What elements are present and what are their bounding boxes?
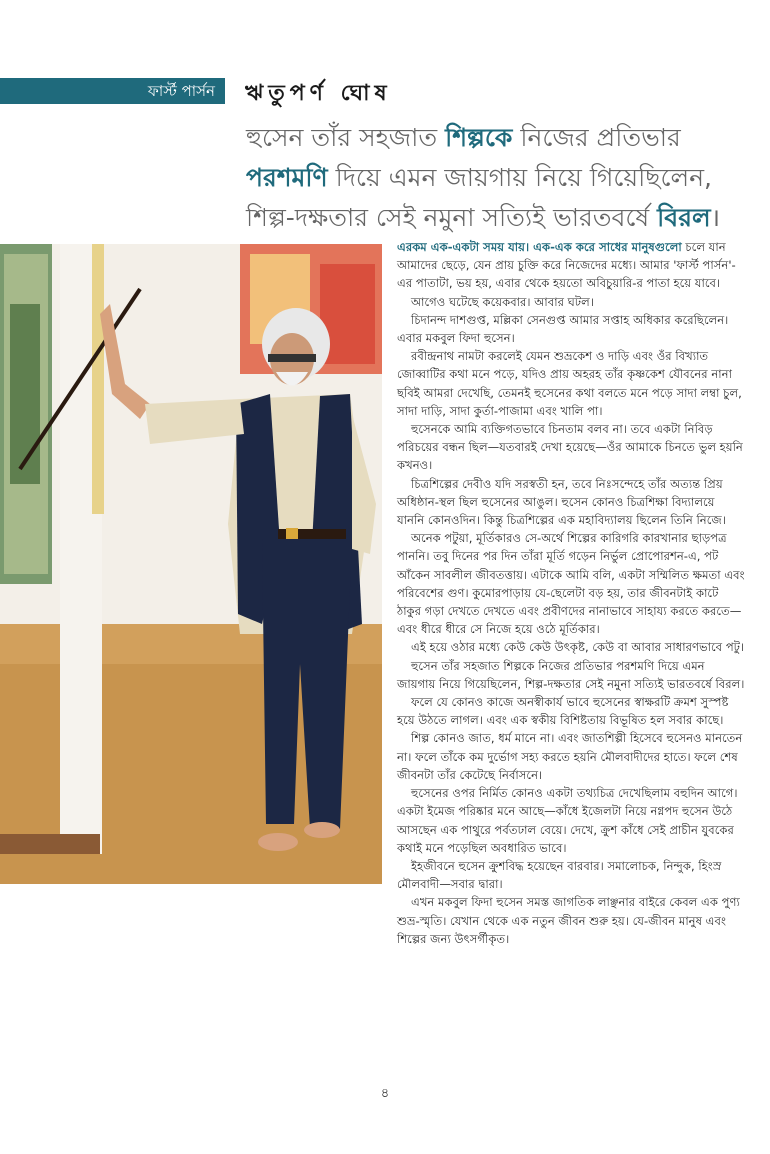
article-paragraph: রবীন্দ্রনাথ নামটা করলেই যেমন শুভ্রকেশ ও দাড়ি এবং ওঁর বিখ্যাত জোব্বাটির কথা মনে পড়ে, যদিও প্রায় অহরহ তাঁর কৃষ্ণকেশ যৌবনের নানা ছবিই আমরা দেখেছি, তেমনই হুসেনের কথা বলতে মনে পড়ে সাদা লম্বা চুল, সাদা দাড়ি, সাদা কুর্তা-পাজামা এবং খালি পা। [397, 349, 742, 418]
pullquote-text: নিজের প্রতিভার [512, 123, 681, 152]
article-paragraph: শিল্প কোনও জাত, ধর্ম মানে না। এবং জাতশিল্পী হিসেবে হুসেনও মানতেন না। ফলে তাঁকে কম দুর্ভোগ সহ্য করতে হয়নি মৌলবাদীদের হাতে। ফলে শেষ জীবনটা তাঁর কেটেছে নির্বাসনে। [397, 731, 743, 782]
author-name: ঋতুপর্ণ ঘোষ [245, 81, 392, 106]
article-paragraph: ইহজীবনে হুসেন ক্রুশবিদ্ধ হয়েছেন বারবার। সমালোচক, নিন্দুক, হিংস্র মৌলবাদী—সবার দ্বারা। [397, 858, 722, 892]
pull-quote [246, 118, 746, 238]
article-paragraph: হুসেনের ওপর নির্মিত কোনও একটা তথ্যচিত্র দেখেছিলাম বহুদিন আগে। একটা ইমেজ পরিষ্কার মনে আছে—কাঁধে ইজেলটা নিয়ে নগ্নপদ হুসেন উঠে আসছেন এক পাথুরে পর্বতঢাল বেয়ে। দেখে, ক্রুশ কাঁধে সেই প্রাচীন যুবকের কথাই মনে পড়েছিল অবধারিত ভাবে। [397, 786, 738, 855]
section-label: ফার্স্ট পার্সন [0, 78, 225, 104]
article-paragraph: এই হয়ে ওঠার মধ্যে কেউ কেউ উৎকৃষ্ট, কেউ বা আবার সাধারণভাবে পটু। [411, 640, 745, 655]
article-paragraph: চিত্রশিল্পের দেবীও যদি সরস্বতী হন, তবে নিঃসন্দেহে তাঁর অত্যন্ত প্রিয় অধিষ্ঠান-স্থল ছিল হুসেনের আঙুল। হুসেন কোনও চিত্রশিক্ষা বিদ্যালয়ে যাননি কোনওদিন। কিন্তু চিত্রশিল্পের এক মহাবিদ্যালয় ছিলেন তিনি নিজে। [397, 476, 726, 528]
pullquote-highlight: বিরল [657, 203, 711, 232]
pullquote-highlight: শিল্পকে [445, 123, 513, 152]
pullquote-highlight: পরশমণি [246, 163, 328, 192]
article-paragraph: আগেও ঘটেছে কয়েকবার। আবার ঘটল। [411, 294, 594, 309]
pullquote-text: দিয়ে এমন জায়গায় নিয়ে গিয়েছিলেন, শিল্প-দক্ষতার সেই নমুনা সত্যিই ভারতবর্ষে [246, 163, 712, 232]
article-paragraph: এখন মকবুল ফিদা হুসেন সমস্ত জাগতিক লাঞ্ছনার বাইরে কেবল এক পুণ্য শুভ্র-স্মৃতি। যেখান থেকে এক নতুন জীবন শুরু হয়। যে-জীবন মানুষ এবং শিল্পের জন্য উৎসর্গীকৃত। [397, 895, 740, 946]
article-paragraph: অনেক পটুয়া, মূর্তিকারও সে-অর্থে শিল্পের কারিগরি কারখানার ছাড়পত্র পাননি। তবু দিনের পর দিন তাঁরা মূর্তি গড়েন নির্ভুল প্রোপোরশন-এ, পট আঁকেন সাবলীল জীবতত্তায়। এটাকে আমি বলি, একটা সম্মিলিত ক্ষমতা এবং পরিবেশের গুণ। কুমোরপাড়ায় যে-ছেলেটা বড় হয়, তার জীবনটাই কাটে ঠাকুর গড়া দেখতে দেখতে এবং প্রবীণদের নানাভাবে সাহায্য করতে করতে—এবং ধীরে ধীরে সে নিজে হয়ে ওঠে মূর্তিকার। [397, 531, 745, 637]
article-paragraph: চিদানন্দ দাশগুপ্ত, মল্লিকা সেনগুপ্ত আমার সপ্তাহ অধিকার করেছিলেন। এবার মকবুল ফিদা হুসেন। [397, 312, 729, 346]
pullquote-text: । [710, 203, 721, 232]
article-paragraph: হুসেনকে আমি ব্যক্তিগতভাবে চিনতাম বলব না। তবে একটা নিবিড় পরিচয়ের বন্ধন ছিল—যতবারই দেখা হয়েছে—ওঁর আমাকে চিনতে ভুল হয়নি কখনও। [397, 422, 743, 473]
pullquote-text: হুসেন তাঁর সহজাত [246, 123, 446, 152]
article-paragraph: ফলে যে কোনও কাজে অনস্বীকার্য ভাবে হুসেনের স্বাক্ষরটি ক্রমশ সুস্পষ্ট হয়ে উঠতে লাগল। এবং এক স্বকীয় বিশিষ্টতায় বিভূষিত হল সবার কাছে। [397, 695, 729, 728]
article-body [397, 238, 745, 948]
article-text: চলে যান আমাদের ছেড়ে, যেন প্রায় চুক্তি করে নিজেদের মধ্যে। আমার 'ফার্স্ট পার্সন'-এর পাতাটা, ভয় হয়, এবার থেকে হয়তো অবিচুয়ারি-র পাতা হয়ে যাবে। [397, 240, 736, 291]
artist-photo-illustration [0, 244, 382, 884]
artist-photo [0, 244, 382, 884]
page-number: ৪ [380, 1086, 390, 1101]
article-lead: এরকম এক-একটা সময় যায়। এক-এক করে সাধের মানুষগুলো [397, 240, 682, 254]
article-paragraph: হুসেন তাঁর সহজাত শিল্পকে নিজের প্রতিভার পরশমণি দিয়ে এমন জায়গায় নিয়ে গিয়েছিলেন, শিল্প-দক্ষতার সেই নমুনা সত্যিই ভারতবর্ষে বিরল। [397, 658, 745, 691]
article-paragraph [397, 238, 745, 293]
